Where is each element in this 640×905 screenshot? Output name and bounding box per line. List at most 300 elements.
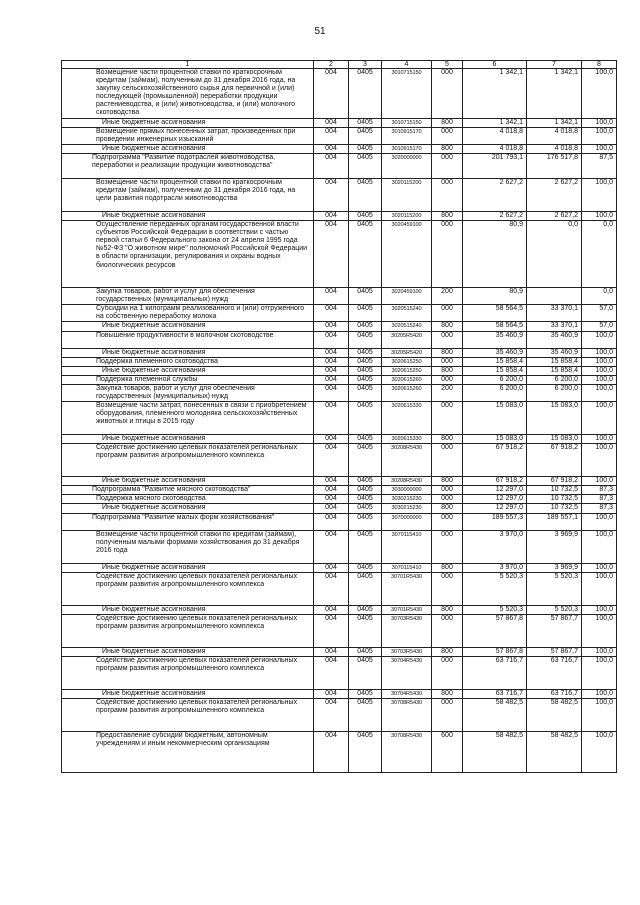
cell-c3: 0405 bbox=[349, 731, 382, 772]
cell-c2: 004 bbox=[314, 127, 349, 144]
cell-c8: 100,0 bbox=[582, 444, 617, 477]
table-row bbox=[62, 530, 617, 563]
cell-c4: 30708R5430 bbox=[382, 698, 432, 731]
cell-c5: 000 bbox=[432, 221, 463, 288]
cell-c3: 0405 bbox=[349, 656, 382, 689]
row-name: Иные бюджетные ассигнования bbox=[62, 563, 314, 572]
cell-c7: 5 520,3 bbox=[527, 572, 582, 605]
cell-c7: 67 918,2 bbox=[527, 444, 582, 477]
cell-c7: 57 867,7 bbox=[527, 614, 582, 647]
cell-c6: 12 297,0 bbox=[463, 504, 527, 513]
row-name: Иные бюджетные ассигнования bbox=[62, 504, 314, 513]
cell-c6: 4 018,8 bbox=[463, 144, 527, 153]
cell-c6: 35 460,9 bbox=[463, 348, 527, 357]
cell-c5: 000 bbox=[432, 178, 463, 211]
cell-c6: 189 557,3 bbox=[463, 513, 527, 530]
cell-c6: 6 200,0 bbox=[463, 375, 527, 384]
cell-c4: 30703R5430 bbox=[382, 614, 432, 647]
cell-c3: 0405 bbox=[349, 402, 382, 435]
cell-c5: 000 bbox=[432, 69, 463, 119]
table-row bbox=[62, 375, 617, 384]
cell-c5: 000 bbox=[432, 305, 463, 322]
cell-c7: 10 732,5 bbox=[527, 504, 582, 513]
cell-c7: 58 482,5 bbox=[527, 698, 582, 731]
cell-c7: 4 018,8 bbox=[527, 144, 582, 153]
cell-c2: 004 bbox=[314, 118, 349, 127]
cell-c4: 30708R5430 bbox=[382, 731, 432, 772]
table-row bbox=[62, 444, 617, 477]
cell-c8: 100,0 bbox=[582, 384, 617, 401]
cell-c8: 100,0 bbox=[582, 144, 617, 153]
table-row bbox=[62, 504, 617, 513]
header-cell: 4 bbox=[382, 61, 432, 69]
row-name: Возмещение части процентной ставки по краткосрочным кредитам (займам), полученным до 31 декабря 2016 года, на закупку сельскохозяйственного сырья для первичной и (или) последующей (промышленной) переработки продукции растениеводства, и (или) животноводства, и (или) молочного скотоводства bbox=[62, 69, 314, 119]
cell-c6: 201 793,1 bbox=[463, 153, 527, 178]
table-row bbox=[62, 689, 617, 698]
cell-c5: 000 bbox=[432, 375, 463, 384]
cell-c8: 87,5 bbox=[582, 153, 617, 178]
cell-c5: 800 bbox=[432, 605, 463, 614]
cell-c6: 57 867,8 bbox=[463, 647, 527, 656]
cell-c8: 100,0 bbox=[582, 69, 617, 119]
cell-c4: 3020459100 bbox=[382, 221, 432, 288]
table-row bbox=[62, 331, 617, 348]
cell-c5: 000 bbox=[432, 444, 463, 477]
cell-c8: 100,0 bbox=[582, 178, 617, 211]
cell-c8: 100,0 bbox=[582, 731, 617, 772]
cell-c2: 004 bbox=[314, 698, 349, 731]
cell-c4: 30703R5430 bbox=[382, 647, 432, 656]
cell-c4: 3020459100 bbox=[382, 288, 432, 305]
cell-c5: 000 bbox=[432, 572, 463, 605]
cell-c3: 0405 bbox=[349, 144, 382, 153]
cell-c8: 0,0 bbox=[582, 221, 617, 288]
cell-c3: 0405 bbox=[349, 689, 382, 698]
cell-c7: 15 083,0 bbox=[527, 435, 582, 444]
cell-c6: 2 627,2 bbox=[463, 178, 527, 211]
cell-c8: 100,0 bbox=[582, 402, 617, 435]
cell-c6: 57 867,8 bbox=[463, 614, 527, 647]
cell-c8: 100,0 bbox=[582, 698, 617, 731]
cell-c5: 800 bbox=[432, 118, 463, 127]
cell-c4: 3020615260 bbox=[382, 384, 432, 401]
cell-c8: 100,0 bbox=[582, 647, 617, 656]
cell-c5: 000 bbox=[432, 614, 463, 647]
cell-c4: 3070115410 bbox=[382, 530, 432, 563]
cell-c6: 6 200,0 bbox=[463, 384, 527, 401]
cell-c2: 004 bbox=[314, 614, 349, 647]
table-row bbox=[62, 384, 617, 401]
cell-c6: 1 342,1 bbox=[463, 118, 527, 127]
cell-c3: 0405 bbox=[349, 486, 382, 495]
cell-c4: 3020615260 bbox=[382, 375, 432, 384]
cell-c2: 004 bbox=[314, 322, 349, 331]
cell-c5: 000 bbox=[432, 495, 463, 504]
table-row bbox=[62, 348, 617, 357]
row-name: Подпрограмма "Развитие подотраслей животноводства, переработки и реализации продукции животноводства" bbox=[62, 153, 314, 178]
table-row bbox=[62, 221, 617, 288]
cell-c2: 004 bbox=[314, 384, 349, 401]
cell-c7: 33 370,1 bbox=[527, 305, 582, 322]
cell-c5: 000 bbox=[432, 127, 463, 144]
cell-c5: 800 bbox=[432, 144, 463, 153]
page-number: 51 bbox=[314, 26, 326, 37]
cell-c3: 0405 bbox=[349, 384, 382, 401]
cell-c4: 3020115200 bbox=[382, 178, 432, 211]
header-cell: 6 bbox=[463, 61, 527, 69]
cell-c4: 3020515240 bbox=[382, 322, 432, 331]
cell-c8: 100,0 bbox=[582, 375, 617, 384]
cell-c4: 3020515240 bbox=[382, 305, 432, 322]
cell-c2: 004 bbox=[314, 572, 349, 605]
cell-c4: 3070000000 bbox=[382, 513, 432, 530]
cell-c8: 100,0 bbox=[582, 211, 617, 220]
cell-c4: 3020615250 bbox=[382, 357, 432, 366]
cell-c2: 004 bbox=[314, 211, 349, 220]
cell-c5: 800 bbox=[432, 689, 463, 698]
cell-c4: 3020615250 bbox=[382, 366, 432, 375]
cell-c6: 15 083,0 bbox=[463, 435, 527, 444]
cell-c3: 0405 bbox=[349, 322, 382, 331]
cell-c6: 15 083,0 bbox=[463, 402, 527, 435]
cell-c6: 67 918,2 bbox=[463, 477, 527, 486]
cell-c3: 0405 bbox=[349, 348, 382, 357]
cell-c8: 100,0 bbox=[582, 656, 617, 689]
cell-c7: 176 517,8 bbox=[527, 153, 582, 178]
cell-c2: 004 bbox=[314, 563, 349, 572]
row-name: Иные бюджетные ассигнования bbox=[62, 348, 314, 357]
cell-c3: 0405 bbox=[349, 572, 382, 605]
cell-c3: 0405 bbox=[349, 331, 382, 348]
cell-c4: 30704R5430 bbox=[382, 656, 432, 689]
cell-c5: 200 bbox=[432, 288, 463, 305]
cell-c2: 004 bbox=[314, 357, 349, 366]
cell-c7: 67 918,2 bbox=[527, 477, 582, 486]
cell-c5: 000 bbox=[432, 486, 463, 495]
table-row bbox=[62, 322, 617, 331]
cell-c8: 100,0 bbox=[582, 118, 617, 127]
cell-c2: 004 bbox=[314, 348, 349, 357]
row-name: Иные бюджетные ассигнования bbox=[62, 366, 314, 375]
cell-c5: 800 bbox=[432, 435, 463, 444]
cell-c6: 1 342,1 bbox=[463, 69, 527, 119]
row-name: Возмещение части процентной ставки по кредитам (займам), полученным малыми формами хозяйствования до 31 декабря 2016 года bbox=[62, 530, 314, 563]
header-cell: 5 bbox=[432, 61, 463, 69]
cell-c4: 30701R5430 bbox=[382, 572, 432, 605]
header-cell: 8 bbox=[582, 61, 617, 69]
row-name: Поддержка мясного скотоводства bbox=[62, 495, 314, 504]
cell-c8: 100,0 bbox=[582, 614, 617, 647]
cell-c6: 12 297,0 bbox=[463, 495, 527, 504]
cell-c2: 004 bbox=[314, 375, 349, 384]
cell-c6: 15 858,4 bbox=[463, 357, 527, 366]
cell-c7: 3 969,9 bbox=[527, 530, 582, 563]
cell-c5: 800 bbox=[432, 211, 463, 220]
table-row bbox=[62, 366, 617, 375]
cell-c2: 004 bbox=[314, 731, 349, 772]
cell-c3: 0405 bbox=[349, 127, 382, 144]
cell-c7: 35 460,9 bbox=[527, 331, 582, 348]
cell-c2: 004 bbox=[314, 402, 349, 435]
cell-c2: 004 bbox=[314, 153, 349, 178]
row-name: Поддержка племенного скотоводства bbox=[62, 357, 314, 366]
cell-c2: 004 bbox=[314, 305, 349, 322]
table-row bbox=[62, 572, 617, 605]
cell-c2: 004 bbox=[314, 288, 349, 305]
cell-c7: 33 370,1 bbox=[527, 322, 582, 331]
cell-c3: 0405 bbox=[349, 605, 382, 614]
cell-c5: 000 bbox=[432, 698, 463, 731]
cell-c6: 67 918,2 bbox=[463, 444, 527, 477]
cell-c6: 15 858,4 bbox=[463, 366, 527, 375]
row-name: Возмещение части затрат, понесенных в связи с приобретением оборудования, племенного молодняка сельскохозяйственных животных и птицы в 2015 году bbox=[62, 402, 314, 435]
table-row bbox=[62, 698, 617, 731]
table-row bbox=[62, 435, 617, 444]
cell-c8: 100,0 bbox=[582, 348, 617, 357]
cell-c4: 3010715150 bbox=[382, 118, 432, 127]
cell-c4: 3020000000 bbox=[382, 153, 432, 178]
cell-c8: 100,0 bbox=[582, 572, 617, 605]
cell-c6: 80,9 bbox=[463, 288, 527, 305]
cell-c6: 63 716,7 bbox=[463, 656, 527, 689]
cell-c7: 35 460,9 bbox=[527, 348, 582, 357]
row-name: Содействие достижению целевых показателей региональных программ развития агропромышленного комплекса bbox=[62, 614, 314, 647]
table-row bbox=[62, 69, 617, 119]
cell-c4: 3070115410 bbox=[382, 563, 432, 572]
table-row bbox=[62, 656, 617, 689]
row-name: Иные бюджетные ассигнования bbox=[62, 605, 314, 614]
header-cell: 3 bbox=[349, 61, 382, 69]
cell-c6: 12 297,0 bbox=[463, 486, 527, 495]
cell-c5: 000 bbox=[432, 357, 463, 366]
cell-c6: 3 970,0 bbox=[463, 530, 527, 563]
cell-c3: 0405 bbox=[349, 495, 382, 504]
cell-c7: 189 557,1 bbox=[527, 513, 582, 530]
table-row bbox=[62, 127, 617, 144]
table-row bbox=[62, 563, 617, 572]
table-row bbox=[62, 178, 617, 211]
cell-c5: 000 bbox=[432, 513, 463, 530]
cell-c7: 0,0 bbox=[527, 221, 582, 288]
cell-c4: 30208R5430 bbox=[382, 477, 432, 486]
cell-c8: 100,0 bbox=[582, 127, 617, 144]
cell-c5: 800 bbox=[432, 348, 463, 357]
cell-c6: 2 627,2 bbox=[463, 211, 527, 220]
cell-c3: 0405 bbox=[349, 435, 382, 444]
cell-c8: 100,0 bbox=[582, 513, 617, 530]
row-name: Иные бюджетные ассигнования bbox=[62, 322, 314, 331]
cell-c3: 0405 bbox=[349, 221, 382, 288]
cell-c5: 800 bbox=[432, 477, 463, 486]
row-name: Подпрограмма "Развитие малых форм хозяйствования" bbox=[62, 513, 314, 530]
cell-c3: 0405 bbox=[349, 211, 382, 220]
table-row bbox=[62, 118, 617, 127]
cell-c4: 3010915170 bbox=[382, 144, 432, 153]
header-cell: 7 bbox=[527, 61, 582, 69]
header-row bbox=[62, 61, 617, 69]
cell-c8: 87,3 bbox=[582, 495, 617, 504]
cell-c5: 800 bbox=[432, 322, 463, 331]
row-name: Осуществление переданных органам государственной власти субъектов Российской Федерации в соответствии с частью первой статьи 6 Федерального закона от 24 апреля 1995 года №52-ФЗ "О животном мире" полномочий Российской Федерации в области организации, регулирования и охраны водных биологических ресурсов bbox=[62, 221, 314, 288]
table-row bbox=[62, 495, 617, 504]
cell-c3: 0405 bbox=[349, 375, 382, 384]
cell-c2: 004 bbox=[314, 513, 349, 530]
row-name: Иные бюджетные ассигнования bbox=[62, 647, 314, 656]
cell-c4: 3010915170 bbox=[382, 127, 432, 144]
row-name: Содействие достижению целевых показателей региональных программ развития агропромышленного комплекса bbox=[62, 572, 314, 605]
cell-c8: 100,0 bbox=[582, 357, 617, 366]
row-name: Иные бюджетные ассигнования bbox=[62, 689, 314, 698]
cell-c3: 0405 bbox=[349, 357, 382, 366]
cell-c6: 35 460,9 bbox=[463, 331, 527, 348]
cell-c3: 0405 bbox=[349, 178, 382, 211]
table-row bbox=[62, 513, 617, 530]
cell-c8: 100,0 bbox=[582, 530, 617, 563]
cell-c8: 100,0 bbox=[582, 689, 617, 698]
cell-c4: 3020615330 bbox=[382, 402, 432, 435]
cell-c2: 004 bbox=[314, 144, 349, 153]
cell-c6: 3 970,0 bbox=[463, 563, 527, 572]
table-row bbox=[62, 153, 617, 178]
cell-c7: 4 018,8 bbox=[527, 127, 582, 144]
cell-c2: 004 bbox=[314, 435, 349, 444]
row-name: Содействие достижению целевых показателей региональных программ развития агропромышленного комплекса bbox=[62, 656, 314, 689]
cell-c4: 30208R5430 bbox=[382, 444, 432, 477]
cell-c2: 004 bbox=[314, 69, 349, 119]
cell-c8: 87,3 bbox=[582, 486, 617, 495]
cell-c3: 0405 bbox=[349, 153, 382, 178]
table-row bbox=[62, 144, 617, 153]
cell-c4: 3030000000 bbox=[382, 486, 432, 495]
cell-c7: 58 482,5 bbox=[527, 731, 582, 772]
cell-c7: 6 200,0 bbox=[527, 384, 582, 401]
cell-c5: 600 bbox=[432, 731, 463, 772]
cell-c4: 3020615330 bbox=[382, 435, 432, 444]
cell-c7: 15 083,0 bbox=[527, 402, 582, 435]
cell-c6: 58 564,5 bbox=[463, 305, 527, 322]
cell-c6: 58 482,5 bbox=[463, 731, 527, 772]
cell-c5: 000 bbox=[432, 331, 463, 348]
cell-c2: 004 bbox=[314, 331, 349, 348]
row-name: Иные бюджетные ассигнования bbox=[62, 144, 314, 153]
cell-c2: 004 bbox=[314, 366, 349, 375]
cell-c3: 0405 bbox=[349, 288, 382, 305]
cell-c7: 10 732,5 bbox=[527, 495, 582, 504]
cell-c7: 2 627,2 bbox=[527, 178, 582, 211]
cell-c5: 200 bbox=[432, 384, 463, 401]
cell-c7: 10 732,5 bbox=[527, 486, 582, 495]
cell-c4: 3030215230 bbox=[382, 504, 432, 513]
table-row bbox=[62, 288, 617, 305]
cell-c3: 0405 bbox=[349, 647, 382, 656]
row-name: Субсидии на 1 килограмм реализованного и (или) отгруженного на собственную переработку молока bbox=[62, 305, 314, 322]
table-row bbox=[62, 647, 617, 656]
cell-c6: 58 564,5 bbox=[463, 322, 527, 331]
table-row bbox=[62, 605, 617, 614]
cell-c5: 800 bbox=[432, 504, 463, 513]
row-name: Иные бюджетные ассигнования bbox=[62, 435, 314, 444]
cell-c3: 0405 bbox=[349, 513, 382, 530]
budget-table bbox=[61, 60, 617, 773]
cell-c6: 4 018,8 bbox=[463, 127, 527, 144]
cell-c8: 100,0 bbox=[582, 435, 617, 444]
row-name: Возмещение части процентной ставки по краткосрочным кредитам (займам), полученным до 31 декабря 2016 года, на цели развития подотрасли животноводства bbox=[62, 178, 314, 211]
cell-c2: 004 bbox=[314, 477, 349, 486]
cell-c8: 87,3 bbox=[582, 504, 617, 513]
cell-c3: 0405 bbox=[349, 444, 382, 477]
cell-c2: 004 bbox=[314, 689, 349, 698]
row-name: Содействие достижению целевых показателей региональных программ развития агропромышленного комплекса bbox=[62, 698, 314, 731]
row-name: Предоставление субсидий бюджетным, автономным учреждениям и иным некоммерческим организациям bbox=[62, 731, 314, 772]
cell-c4: 3020115200 bbox=[382, 211, 432, 220]
cell-c2: 004 bbox=[314, 486, 349, 495]
cell-c3: 0405 bbox=[349, 614, 382, 647]
cell-c2: 004 bbox=[314, 656, 349, 689]
cell-c4: 30205R5420 bbox=[382, 348, 432, 357]
cell-c3: 0405 bbox=[349, 563, 382, 572]
cell-c7: 2 627,2 bbox=[527, 211, 582, 220]
cell-c3: 0405 bbox=[349, 305, 382, 322]
cell-c7: 57 867,7 bbox=[527, 647, 582, 656]
cell-c3: 0405 bbox=[349, 69, 382, 119]
row-name: Поддержка племенной службы bbox=[62, 375, 314, 384]
cell-c2: 004 bbox=[314, 504, 349, 513]
cell-c2: 004 bbox=[314, 495, 349, 504]
table-row bbox=[62, 211, 617, 220]
cell-c5: 800 bbox=[432, 366, 463, 375]
cell-c4: 30205R5420 bbox=[382, 331, 432, 348]
row-name: Подпрограмма "Развитие мясного скотоводства" bbox=[62, 486, 314, 495]
cell-c5: 000 bbox=[432, 530, 463, 563]
cell-c8: 100,0 bbox=[582, 331, 617, 348]
cell-c3: 0405 bbox=[349, 477, 382, 486]
cell-c3: 0405 bbox=[349, 698, 382, 731]
table-row bbox=[62, 486, 617, 495]
table-row bbox=[62, 402, 617, 435]
row-name: Содействие достижению целевых показателей региональных программ развития агропромышленного комплекса bbox=[62, 444, 314, 477]
row-name: Иные бюджетные ассигнования bbox=[62, 211, 314, 220]
cell-c4: 30701R5430 bbox=[382, 605, 432, 614]
cell-c8: 100,0 bbox=[582, 605, 617, 614]
table-row bbox=[62, 357, 617, 366]
cell-c7: 1 342,1 bbox=[527, 118, 582, 127]
cell-c8: 100,0 bbox=[582, 477, 617, 486]
cell-c5: 000 bbox=[432, 402, 463, 435]
cell-c7: 3 969,9 bbox=[527, 563, 582, 572]
cell-c4: 30704R5430 bbox=[382, 689, 432, 698]
cell-c8: 100,0 bbox=[582, 563, 617, 572]
row-name: Иные бюджетные ассигнования bbox=[62, 118, 314, 127]
cell-c3: 0405 bbox=[349, 118, 382, 127]
cell-c6: 58 482,5 bbox=[463, 698, 527, 731]
cell-c2: 004 bbox=[314, 221, 349, 288]
cell-c3: 0405 bbox=[349, 504, 382, 513]
cell-c4: 3030215230 bbox=[382, 495, 432, 504]
row-name: Повышение продуктивности в молочном скотоводстве bbox=[62, 331, 314, 348]
cell-c6: 80,9 bbox=[463, 221, 527, 288]
cell-c2: 004 bbox=[314, 530, 349, 563]
cell-c2: 004 bbox=[314, 647, 349, 656]
row-name: Возмещение прямых понесенных затрат, произведенных при проведении инженерных изысканий bbox=[62, 127, 314, 144]
cell-c7: 6 200,0 bbox=[527, 375, 582, 384]
cell-c4: 3010715150 bbox=[382, 69, 432, 119]
cell-c5: 800 bbox=[432, 563, 463, 572]
cell-c8: 57,0 bbox=[582, 322, 617, 331]
cell-c7: 63 716,7 bbox=[527, 656, 582, 689]
cell-c6: 5 520,3 bbox=[463, 605, 527, 614]
cell-c6: 5 520,3 bbox=[463, 572, 527, 605]
cell-c8: 100,0 bbox=[582, 366, 617, 375]
